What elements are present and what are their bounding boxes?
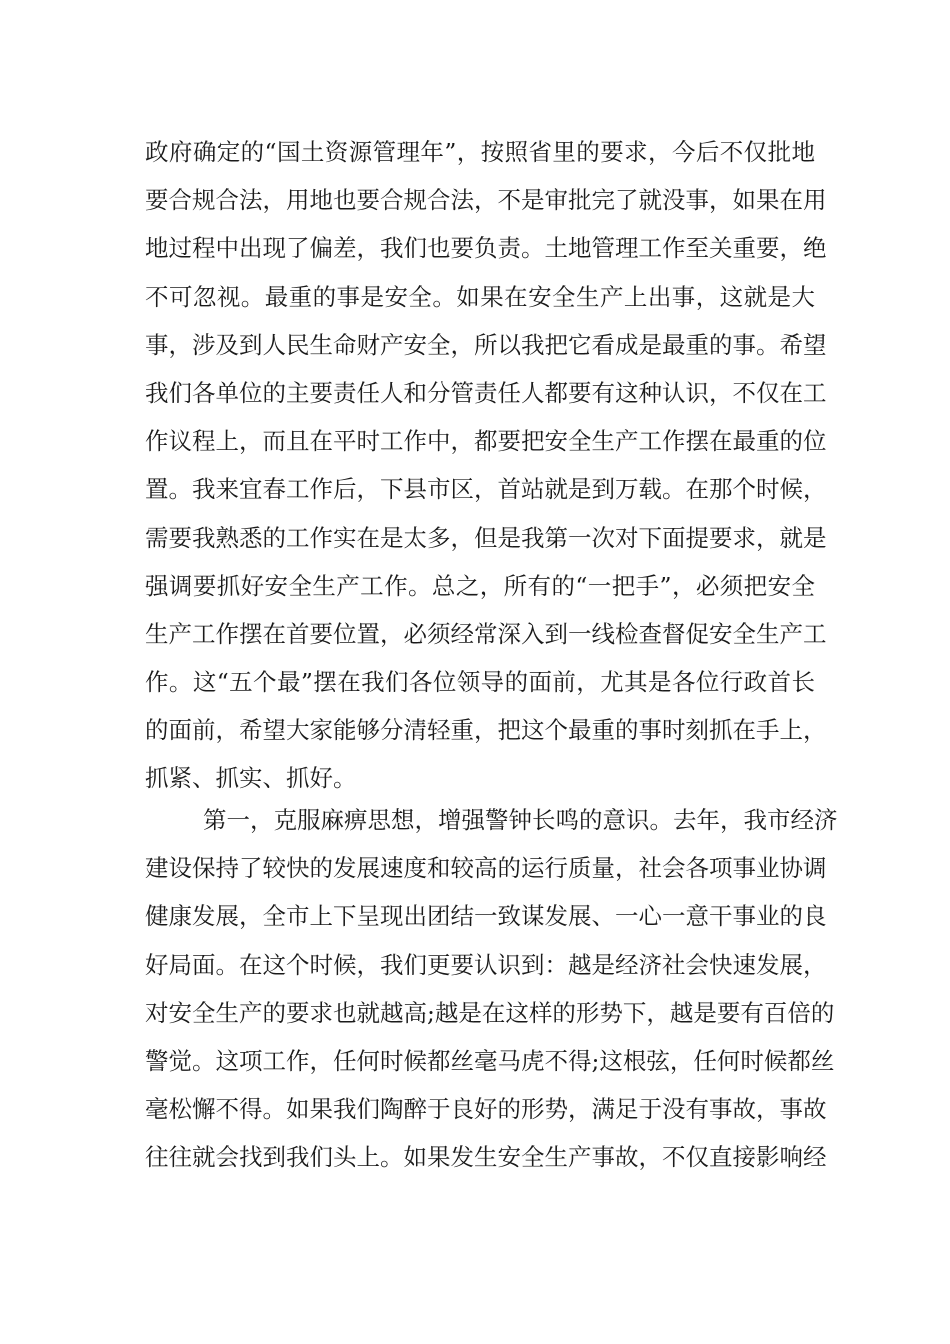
text-line: 生产工作摆在首要位置，必须经常深入到一线检查督促安全生产工 — [145, 619, 827, 648]
text-line: 需要我熟悉的工作实在是太多，但是我第一次对下面提要求，就是 — [145, 523, 827, 552]
text-line: 第一，克服麻痹思想，增强警钟长鸣的意识。去年，我市经济 — [203, 806, 838, 834]
text-line: 事，涉及到人民生命财产安全，所以我把它看成是最重的事。希望 — [145, 330, 827, 359]
text-line: 作。这“五个最”摆在我们各位领导的面前，尤其是各位行政首长 — [145, 668, 815, 697]
text-line: 毫松懈不得。如果我们陶醉于良好的形势，满足于没有事故，事故 — [145, 1095, 827, 1124]
paragraph-first-point — [145, 796, 838, 1182]
text-line: 往往就会找到我们头上。如果发生安全生产事故，不仅直接影响经 — [145, 1143, 827, 1172]
text-line: 置。我来宜春工作后，下县市区，首站就是到万载。在那个时候， — [145, 475, 827, 504]
text-line: 地过程中出现了偏差，我们也要负责。土地管理工作至关重要，绝 — [145, 234, 827, 263]
text-line: 不可忽视。最重的事是安全。如果在安全生产上出事，这就是大 — [145, 282, 815, 311]
text-line: 抓紧、抓实、抓好。 — [145, 764, 357, 793]
text-line: 政府确定的“国土资源管理年”，按照省里的要求，今后不仅批地 — [145, 138, 815, 166]
paragraph-continued — [145, 128, 827, 803]
text-line: 建设保持了较快的发展速度和较高的运行质量，社会各项事业协调 — [145, 854, 827, 883]
text-line: 警觉。这项工作，任何时候都丝毫马虎不得;这根弦，任何时候都丝 — [145, 1046, 835, 1075]
text-line: 要合规合法，用地也要合规合法，不是审批完了就没事，如果在用 — [145, 186, 827, 215]
text-line: 强调要抓好安全生产工作。总之，所有的“一把手”，必须把安全 — [145, 571, 815, 600]
text-line: 健康发展，全市上下呈现出团结一致谋发展、一心一意干事业的良 — [145, 902, 827, 931]
text-line: 的面前，希望大家能够分清轻重，把这个最重的事时刻抓在手上， — [145, 716, 827, 745]
text-line: 作议程上，而且在平时工作中，都要把安全生产工作摆在最重的位 — [145, 427, 827, 456]
text-line: 好局面。在这个时候，我们更要认识到：越是经济社会快速发展， — [145, 950, 827, 979]
text-line: 我们各单位的主要责任人和分管责任人都要有这种认识，不仅在工 — [145, 378, 827, 407]
text-line: 对安全生产的要求也就越高;越是在这样的形势下，越是要有百倍的 — [145, 998, 835, 1027]
